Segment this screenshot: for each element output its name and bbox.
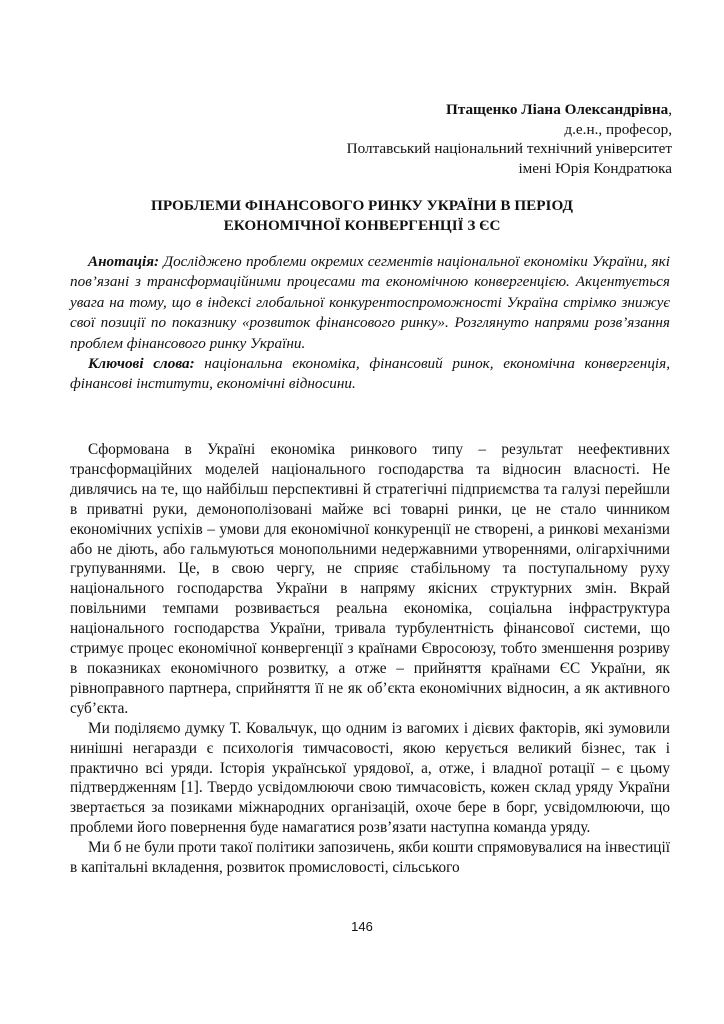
abstract-paragraph xyxy=(70,252,670,354)
keywords-text: національна економіка, фінансовий ринок, економічна конвергенція, фінансові інститути, економічні відносини. xyxy=(70,355,671,393)
body-paragraph-3: Ми б не були проти такої політики запозичень, якби кошти спрямовувалися на інвестиції в капітальні вкладення, розвиток промисловості, сільського xyxy=(70,839,670,877)
author-university-line1: Полтавський національний технічний університет xyxy=(346,140,672,158)
abstract-label: Анотація: xyxy=(88,253,160,270)
abstract-text: Досліджено проблеми окремих сегментів національної економіки України, які пов’язані з трансформаційними процесами та економічною конвергенцією. Акцентується увага на тому, що в індексі глобальної конкурентоспроможності Україна стрімко знижує свої позиції по показнику «розвиток фінансового ринку». Розглянуто напрями розв’язання проблем фінансового ринку України. xyxy=(70,253,671,352)
title-line2: ЕКОНОМІЧНОЇ КОНВЕРГЕНЦІЇ З ЄС xyxy=(223,217,501,234)
paper-title xyxy=(70,196,654,236)
author-name: Птащенко Ліана Олександрівна xyxy=(446,101,669,118)
keywords-label: Ключові слова: xyxy=(88,355,195,373)
author-university-line2: імені Юрія Кондратюка xyxy=(518,159,672,177)
author-block: Птащенко Ліана Олександрівна, д.е.н., професор, Полтавський національний технічний університет імені Юрія Кондратюка xyxy=(346,101,672,177)
body-paragraph-1: Сформована в Україні економіка ринкового типу – результат неефективних трансформаційних моделей національного господарства та відносин власності. Не дивлячись на те, що найбільш перспективні й стратегічні підприємства та галузі перейшли в приватні руки, демонополізовані майже всі товарні ринки, це не стало чинником економічних успіхів – умови для економічної конкуренції не створені, а ринкові механізми або не діють, або гальмуються монопольними недержавними утвореннями, олігархічними групуваннями. Це, в свою чергу, не сприяє стабільному та поступальному руху національного господарства України в напряму якісних структурних змін. Вкрай повільними темпами розвивається реальна економіка, соціальна інфраструктура національного господарства України, тривала турбулентність фінансової системи, що стримує процес економічної конвергенції з країнами Євросоюзу, тобто зменшення розриву в показниках економічного розвитку, а отже – прийняття країнами ЄС України, як рівноправного партнера, сприйняття її не як об’єкта економічних відносин, а як активного суб’єкта. xyxy=(70,441,670,717)
body-text xyxy=(70,440,670,878)
body-paragraph-2: Ми поділяємо думку Т. Ковальчук, що одним із вагомих і дієвих факторів, які зумовили нинішні негаразди є психологія тимчасовості, якою керується великий бізнес, так і практично всі уряди. Історія української урядової, а, отже, і владної ротації – є цьому підтвердженням [1]. Твердо усвідомлюючи свою тимчасовість, кожен склад уряду України звертається за позиками міжнародних організацій, охоче бере в борг, усвідомлюючи, що проблеми його повернення буде намагатися розв’язати наступна команда уряду. xyxy=(70,719,670,837)
keywords-paragraph xyxy=(70,354,670,395)
author-degree: д.е.н., професор, xyxy=(564,120,672,138)
title-line1: ПРОБЛЕМИ ФІНАНСОВОГО РИНКУ УКРАЇНИ В ПЕРІОД xyxy=(151,197,573,214)
page-number: 146 xyxy=(351,919,373,934)
abstract-block xyxy=(70,252,670,395)
